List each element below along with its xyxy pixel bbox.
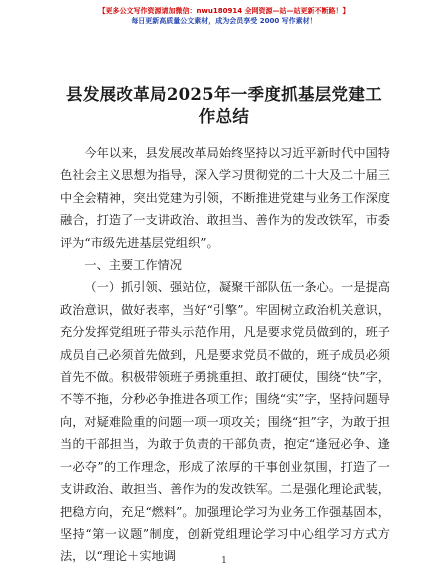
document-body bbox=[60, 142, 390, 568]
document-title: 县发展改革局2025年一季度抓基层党建工作总结 bbox=[66, 85, 382, 126]
promo-banner bbox=[0, 6, 448, 26]
intro-paragraph: 今年以来，县发展改革局始终坚持以习近平新时代中国特色社会主义思想为指导，深入学习贯彻党的二十大及二十届三中全会精神，突出党建为引领，不断推进党建与业务工作深度融合，打造了一支讲政治、敢担当、善作为的发改铁军，市委评为“市级先进基层党组织”。 bbox=[60, 146, 390, 250]
page-number: 1 bbox=[221, 556, 227, 566]
promo-banner-line-2: 每日更新高质量公文素材，成为会员享受 2000 写作素材！ bbox=[131, 17, 317, 25]
body-paragraph-1: （一）抓引领、强站位，凝聚干部队伍一条心。一是提高政治意识，做好表率，当好“引擎”。牢固树立政治机关意识，充分发挥党组班子带头示范作用，凡是要求党员做到的，班子成员自己必须首先做到，凡是要求党员不做的，班子成员必须首先不做。积极带领班子勇挑重担、敢打硬仗，围绕“快”字，不等不拖，分秒必争推进各项工作；围绕“实”字，坚持问题导向，对疑难险重的问题一项一项攻关；围绕“担”字，为敢于担当的干部担当，为敢于负责的干部负责，抱定“逢冠必争、逢一必夺”的工作理念，形成了浓厚的干事创业氛围，打造了一支讲政治、敢担当、善作为的发改铁军。二是强化理论武装，把稳方向，充足“燃料”。加强理论学习为业务工作强基固本，坚持“第一议题”制度，创新党组理论学习中心组学习方式方法，以“理论＋实地调 bbox=[60, 280, 390, 564]
promo-banner-line-1: 【更多公文写作资源请加微信：nwu180914 全网资源—站—站更新不断路！】 bbox=[98, 7, 350, 15]
section-heading: 一、主要工作情况 bbox=[84, 258, 182, 273]
